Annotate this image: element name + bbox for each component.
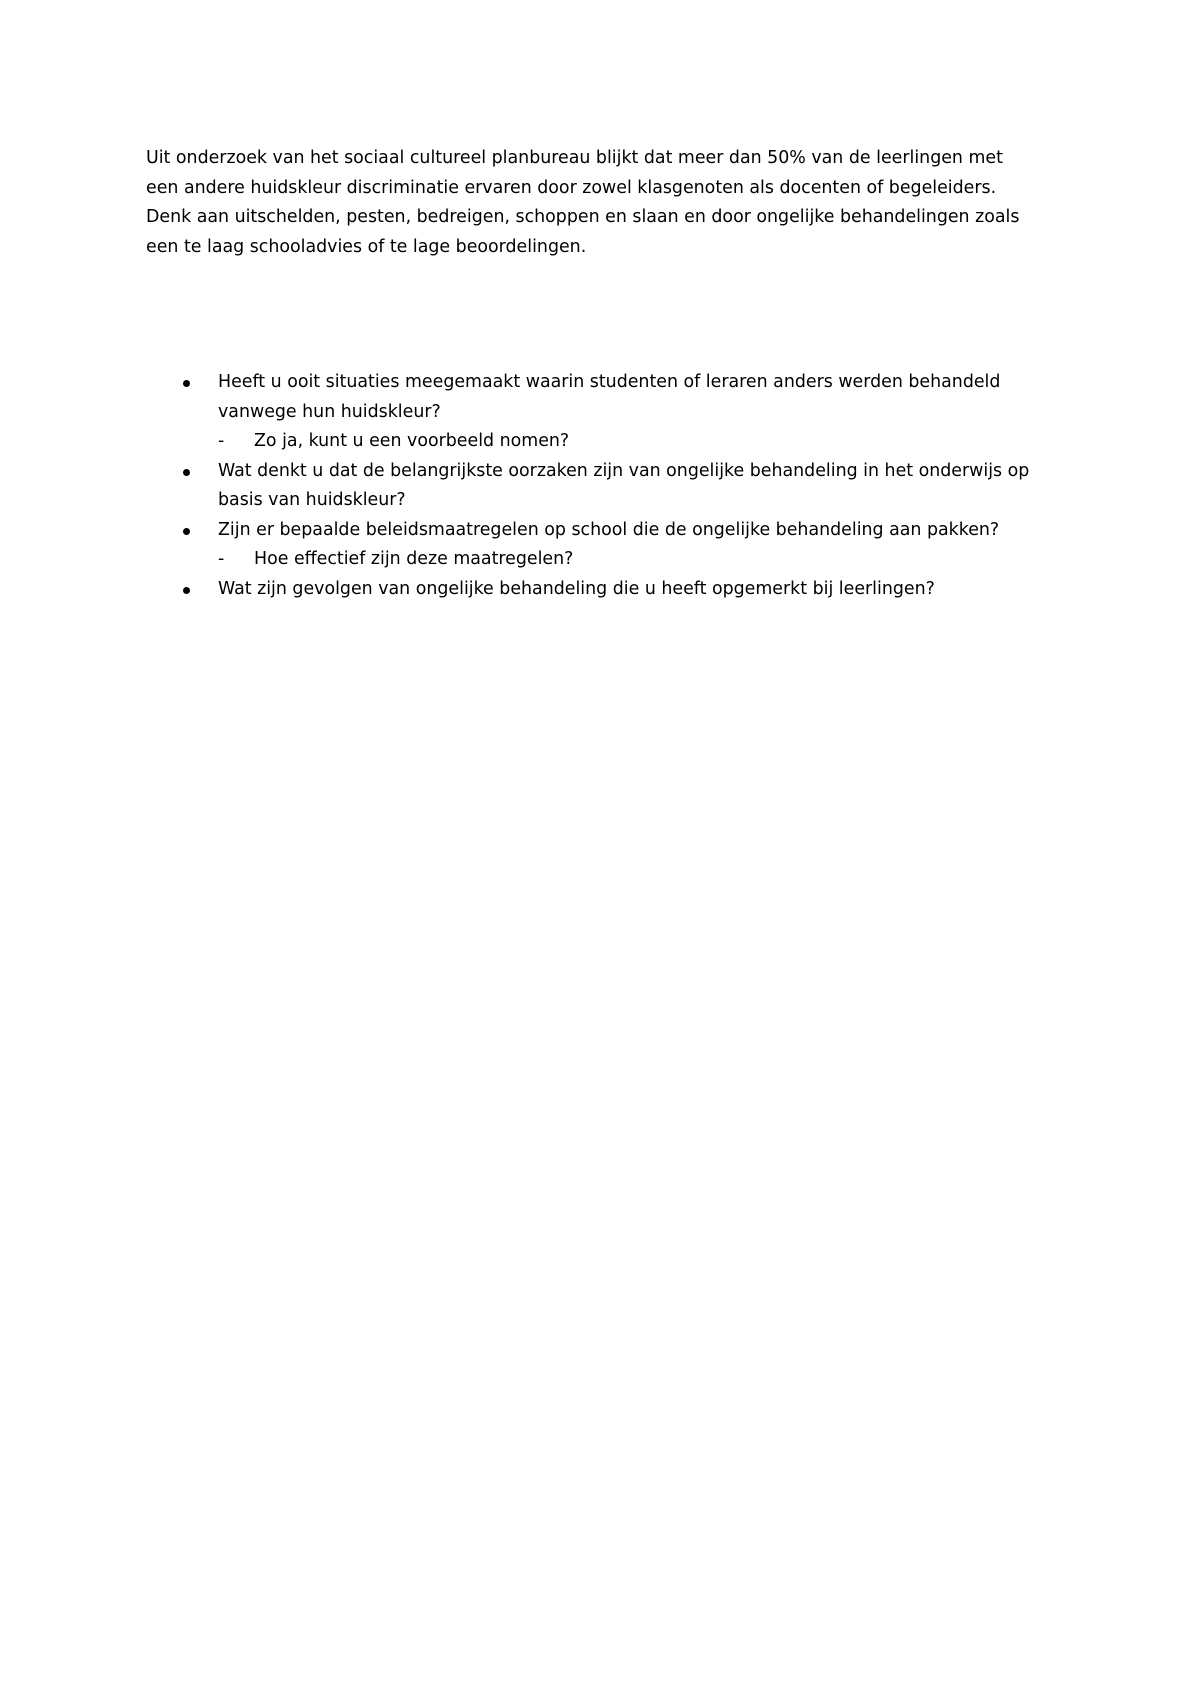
question-line: Zijn er bepaalde beleidsmaatregelen op school die de ongelijke behandeling aan pakken? [218,519,1000,540]
intro-line: een te laag schooladvies of te lage beoordelingen. [146,236,587,257]
question-item [146,368,1076,427]
question-line: Wat denkt u dat de belangrijkste oorzaken zijn van ongelijke behandeling in het onderwijs op [218,460,1030,481]
intro-paragraph [146,144,1076,262]
question-line: basis van huidskleur? [218,490,406,510]
intro-line: Denk aan uitschelden, pesten, bedreigen, schoppen en slaan en door ongelijke behandelingen zoals [146,207,1020,227]
intro-line: Uit onderzoek van het sociaal cultureel planbureau blijkt dat meer dan 50% van de leerlingen met [146,148,1003,168]
question-item [146,575,1076,605]
question-item [146,457,1076,516]
bullet-icon [183,469,190,476]
bullet-icon [183,380,190,387]
question-line: vanwege hun huidskleur? [218,401,441,422]
intro-line: een andere huidskleur discriminatie ervaren door zowel klasgenoten als docenten of begeleiders. [146,177,997,198]
sub-question-item [146,427,1076,457]
dash-marker: - [218,431,225,451]
sub-question-item [146,545,1076,575]
question-line: Heeft u ooit situaties meegemaakt waarin studenten of leraren anders werden behandeld [218,372,1001,392]
sub-question-text: Hoe effectief zijn deze maatregelen? [254,549,574,569]
question-item [146,516,1076,546]
bullet-icon [183,587,190,594]
bullet-icon [183,528,190,535]
question-list [146,368,1076,604]
question-line: Wat zijn gevolgen van ongelijke behandeling die u heeft opgemerkt bij leerlingen? [218,578,935,599]
sub-question-text: Zo ja, kunt u een voorbeeld nomen? [254,431,570,451]
dash-marker: - [218,549,225,569]
